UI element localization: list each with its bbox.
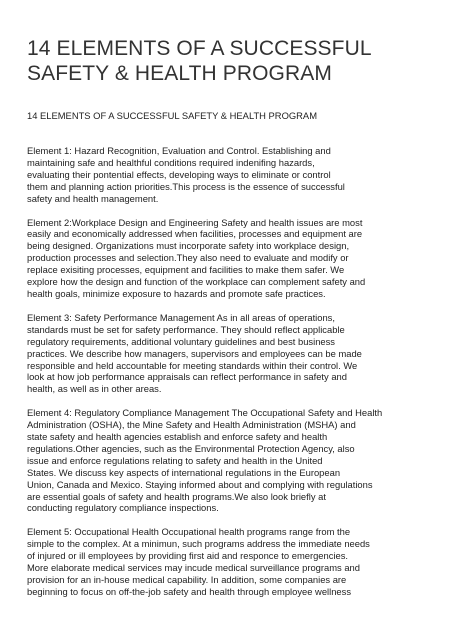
paragraph-element-4: Element 4: Regulatory Compliance Management The Occupational Safety and Health Administration (OSHA), the Mine Safety and Health Administration (MSHA) and state safety and health agencies establish and enforce safety and health regulations.Other agencies, such as the Environmental Protection Agency, also issue and enforce regulations relating to safety and health in the United States. We discuss key aspects of international regulations in the European Union, Canada and Mexico. Staying informed about and complying with regulations are essential goals of safety and health programs.We also look briefly at conducting regulatory compliance inspections. [27, 407, 383, 514]
paragraph-element-2: Element 2:Workplace Design and Engineering Safety and health issues are most easily and economically addressed when facilities, processes and equipment are being designed. Organizations must incorporate safety into workplace design, production processes and selection.They also need to evaluate and modify or replace exisiting processes, equipment and facilities to make them safer. We explore how the design and function of the workplace can complement safety and health goals, minimize exposure to hazards and promote safe practices. [27, 216, 366, 299]
paragraph-element-1: Element 1: Hazard Recognition, Evaluation and Control. Establishing and maintaining safe and healthful conditions required indenifing hazards, evaluating their pontential effects, developing ways to eliminate or control them and planning action priorities.This process is the essence of successful safety and health management. [27, 145, 345, 204]
document-title: 14 ELEMENTS OF A SUCCESSFUL SAFETY & HEALTH PROGRAM [27, 37, 371, 85]
paragraph-element-5: Element 5: Occupational Health Occupational health programs range from the simple to the complex. At a minimun, such programs address the immediate needs of injured or ill employees by providing first aid and responce to emergencies. More elaborate medical services may incude medical surveillance programs and provision for an in-house medical capability. In addition, some companies are beginning to focus on off-the-job safety and health through employee wellness [27, 526, 370, 597]
paragraph-element-3: Element 3: Safety Performance Management As in all areas of operations, standards must be set for safety performance. They should reflect applicable regulatory requirements, additional voluntary guidelines and best business practices. We describe how managers, supervisors and employees can be made responsible and held accountable for meeting standards within their control. We look at how job performance appraisals can reflect performance in safety and health, as well as in other areas. [27, 311, 362, 395]
document-subtitle: 14 ELEMENTS OF A SUCCESSFUL SAFETY & HEALTH PROGRAM [27, 110, 317, 121]
